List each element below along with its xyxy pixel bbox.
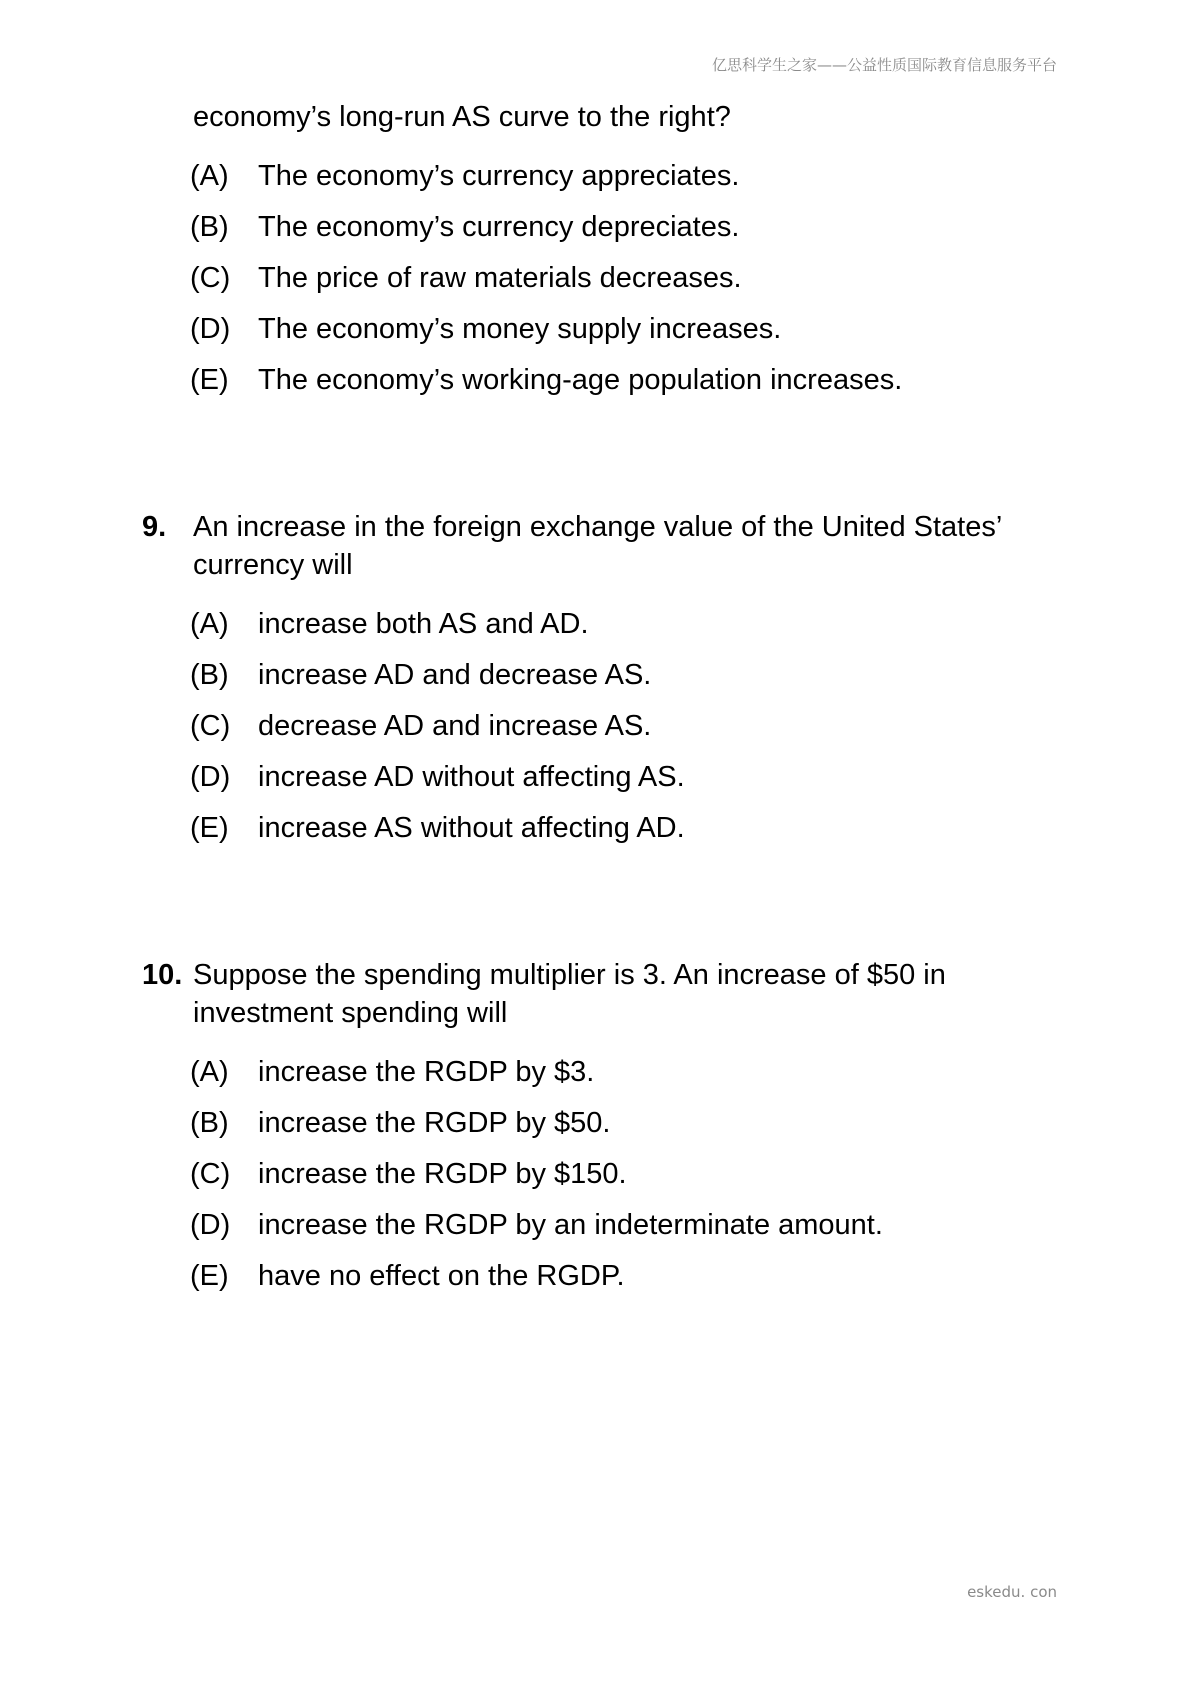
choice-text: The economy’s currency depreciates.	[258, 211, 740, 243]
continued-question-stem: economy’s long-run AS curve to the right?	[193, 101, 731, 133]
question-10-choice-e	[190, 1257, 625, 1295]
choice-text: The economy’s money supply increases.	[258, 313, 782, 345]
choice-text: The economy’s working-age population increases.	[258, 364, 903, 396]
choice-text: have no effect on the RGDP.	[258, 1260, 625, 1292]
choice-letter: (A)	[190, 608, 229, 640]
choice-letter: (D)	[190, 313, 231, 345]
choice-letter: (D)	[190, 1209, 231, 1241]
choice-text: increase AS without affecting AD.	[258, 812, 685, 844]
choice-letter: (A)	[190, 160, 229, 192]
choice-letter: (A)	[190, 1056, 229, 1088]
choice-text: increase the RGDP by $150.	[258, 1158, 627, 1190]
choice-letter: (C)	[190, 1158, 231, 1190]
question-10	[142, 956, 1042, 1032]
choice-text: increase AD and decrease AS.	[258, 659, 652, 691]
choice-text: increase the RGDP by $3.	[258, 1056, 595, 1088]
question-9-choice-e	[190, 809, 685, 847]
question-10-choice-c	[190, 1155, 627, 1193]
choice-text: The price of raw materials decreases.	[258, 262, 742, 294]
choice-text: increase the RGDP by $50.	[258, 1107, 611, 1139]
continued-choice-a	[190, 157, 739, 195]
question-9-choice-d	[190, 758, 685, 796]
question-10-choice-b	[190, 1104, 611, 1142]
question-stem: Suppose the spending multiplier is 3. An increase of $50 in investment spending will	[193, 959, 946, 1029]
choice-text: increase AD without affecting AS.	[258, 761, 685, 793]
choice-letter: (E)	[190, 1260, 229, 1292]
continued-choice-c	[190, 259, 742, 297]
choice-letter: (D)	[190, 761, 231, 793]
choice-text: The economy’s currency appreciates.	[258, 160, 740, 192]
question-9-choice-c	[190, 707, 651, 745]
continued-choice-d	[190, 310, 781, 348]
choice-letter: (B)	[190, 1107, 229, 1139]
question-10-choice-d	[190, 1206, 883, 1244]
choice-letter: (B)	[190, 659, 229, 691]
continued-choice-b	[190, 208, 739, 246]
choice-text: increase both AS and AD.	[258, 608, 589, 640]
choice-letter: (E)	[190, 812, 229, 844]
choice-text: decrease AD and increase AS.	[258, 710, 652, 742]
choice-letter: (C)	[190, 710, 231, 742]
continued-choice-e	[190, 361, 902, 399]
question-9	[142, 508, 1042, 584]
header-site-note: 亿思科学生之家——公益性质国际教育信息服务平台	[711, 56, 1057, 74]
question-number: 9.	[142, 511, 167, 543]
question-9-choice-b	[190, 656, 651, 694]
footer-site-domain: eskedu. con	[967, 1583, 1057, 1601]
question-number: 10.	[142, 959, 183, 991]
choice-letter: (E)	[190, 364, 229, 396]
choice-letter: (B)	[190, 211, 229, 243]
choice-text: increase the RGDP by an indeterminate amount.	[258, 1209, 883, 1241]
question-10-choice-a	[190, 1053, 594, 1091]
question-9-choice-a	[190, 605, 589, 643]
question-stem: An increase in the foreign exchange value of the United States’ currency will	[193, 511, 1002, 581]
choice-letter: (C)	[190, 262, 231, 294]
